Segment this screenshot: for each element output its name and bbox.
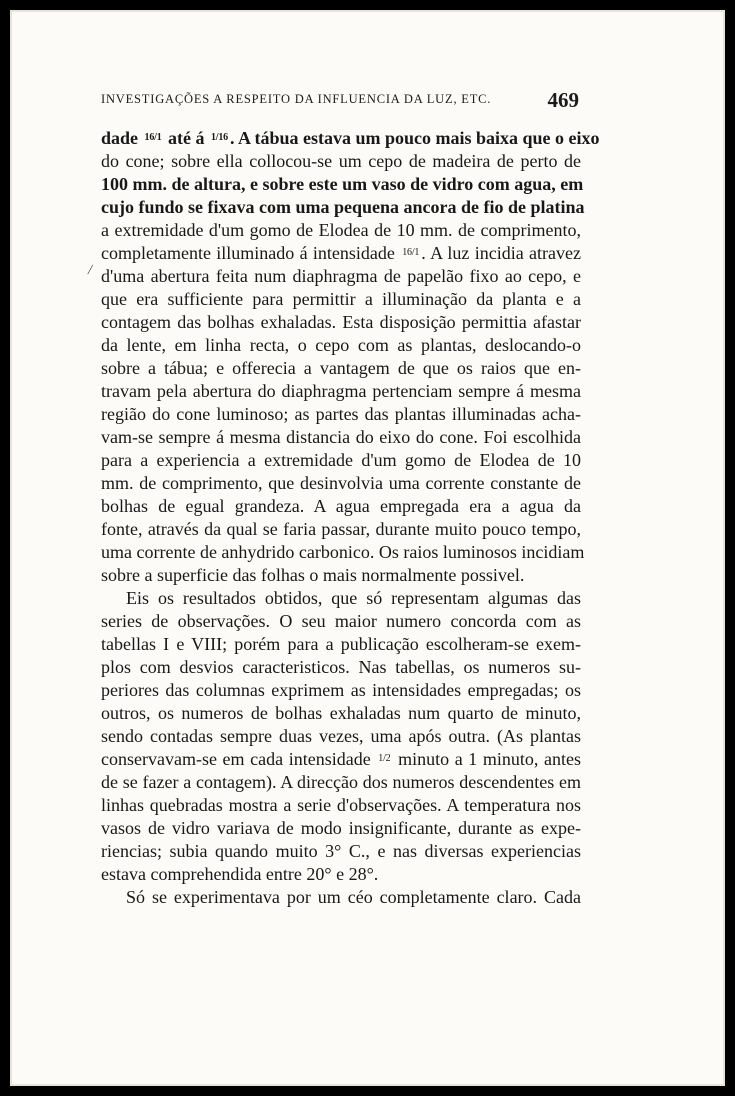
text-line: sobre a superficie das folhas o mais normalmente possivel. [101, 565, 525, 585]
text-line: dade 16/1 até á 1/16 . A tábua estava um pouco mais baixa que o eixo [101, 128, 600, 148]
text-line: região do cone luminoso; as partes das plantas illuminadas acha- [101, 404, 581, 424]
body-text [101, 127, 600, 909]
text-line: outros, os numeros de bolhas exhaladas num quarto de minuto, [101, 703, 581, 723]
text-line: de se fazer a contagem). A direcção dos numeros descendentes em [101, 772, 581, 792]
text-line: mm. de comprimento, que desinvolvia uma corrente constante de [101, 473, 581, 493]
text-line: sobre a tábua; e offerecia a vantagem de que os raios que en- [101, 358, 581, 378]
text-line: 100 mm. de altura, e sobre este um vaso de vidro com agua, em [101, 174, 584, 194]
text-line: contagem das bolhas exhaladas. Esta disposição permittia afastar [101, 312, 581, 332]
text-line: vam-se sempre á mesma distancia do eixo do cone. Foi escolhida [101, 427, 581, 447]
text-line: d'uma abertura feita num diaphragma de papelão fixo ao cepo, e [101, 266, 581, 286]
text-line: Só se experimentava por um céo completamente claro. Cada [126, 887, 581, 907]
text-line: conservavam-se em cada intensidade 1/2 minuto a 1 minuto, antes [101, 749, 581, 769]
text-line: uma corrente de anhydrido carbonico. Os raios luminosos incidiam [101, 542, 585, 562]
running-head [101, 89, 579, 113]
margin-mark: / [86, 263, 94, 278]
text-line: vasos de vidro variava de modo insignificante, durante as expe- [101, 818, 581, 838]
text-line: completamente illuminado á intensidade 16/1 . A luz incidia atravez [101, 243, 581, 263]
fraction: 1/16 [210, 132, 228, 144]
text-line: do cone; sobre ella collocou-se um cepo de madeira de perto de [101, 151, 581, 171]
fraction: 1/2 [378, 753, 391, 765]
text-line: para a experiencia a extremidade d'um gomo de Elodea de 10 [101, 450, 581, 470]
text-line: estava comprehendida entre 20° e 28°. [101, 864, 379, 884]
text-line: sendo contadas sempre duas vezes, uma após outra. (As plantas [101, 726, 581, 746]
text-line: cujo fundo se fixava com uma pequena ancora de fio de platina [101, 197, 585, 217]
text-line: que era sufficiente para permittir a illuminação da planta e a [101, 289, 581, 309]
text-line: a extremidade d'um gomo de Elodea de 10 mm. de comprimento, [101, 220, 581, 240]
text-line: plos com desvios caracteristicos. Nas tabellas, os numeros su- [101, 657, 581, 677]
text-line: Eis os resultados obtidos, que só representam algumas das [126, 588, 581, 608]
text-line: fonte, através da qual se faria passar, durante muito pouco tempo, [101, 519, 581, 539]
fraction: 16/1 [402, 247, 420, 259]
text-line: tabellas I e VIII; porém para a publicação escolheram-se exem- [101, 634, 581, 654]
text-line: da lente, em linha recta, o cepo com as plantas, deslocando-o [101, 335, 581, 355]
fraction: 16/1 [144, 132, 162, 144]
text-line: travam pela abertura do diaphragma pertenciam sempre á mesma [101, 381, 581, 401]
book-page [10, 10, 725, 1086]
text-line: linhas quebradas mostra a serie d'observações. A temperatura nos [101, 795, 581, 815]
text-line: periores das columnas exprimem as intensidades empregadas; os [101, 680, 581, 700]
text-line: riencias; subia quando muito 3° C., e nas diversas experiencias [101, 841, 581, 861]
running-head-title: INVESTIGAÇÕES A RESPEITO DA INFLUENCIA DA LUZ, ETC. [101, 92, 492, 106]
page-number: 469 [547, 88, 579, 112]
text-line: series de observações. O seu maior numero concorda com as [101, 611, 581, 631]
text-line: bolhas de egual grandeza. A agua empregada era a agua da [101, 496, 581, 516]
